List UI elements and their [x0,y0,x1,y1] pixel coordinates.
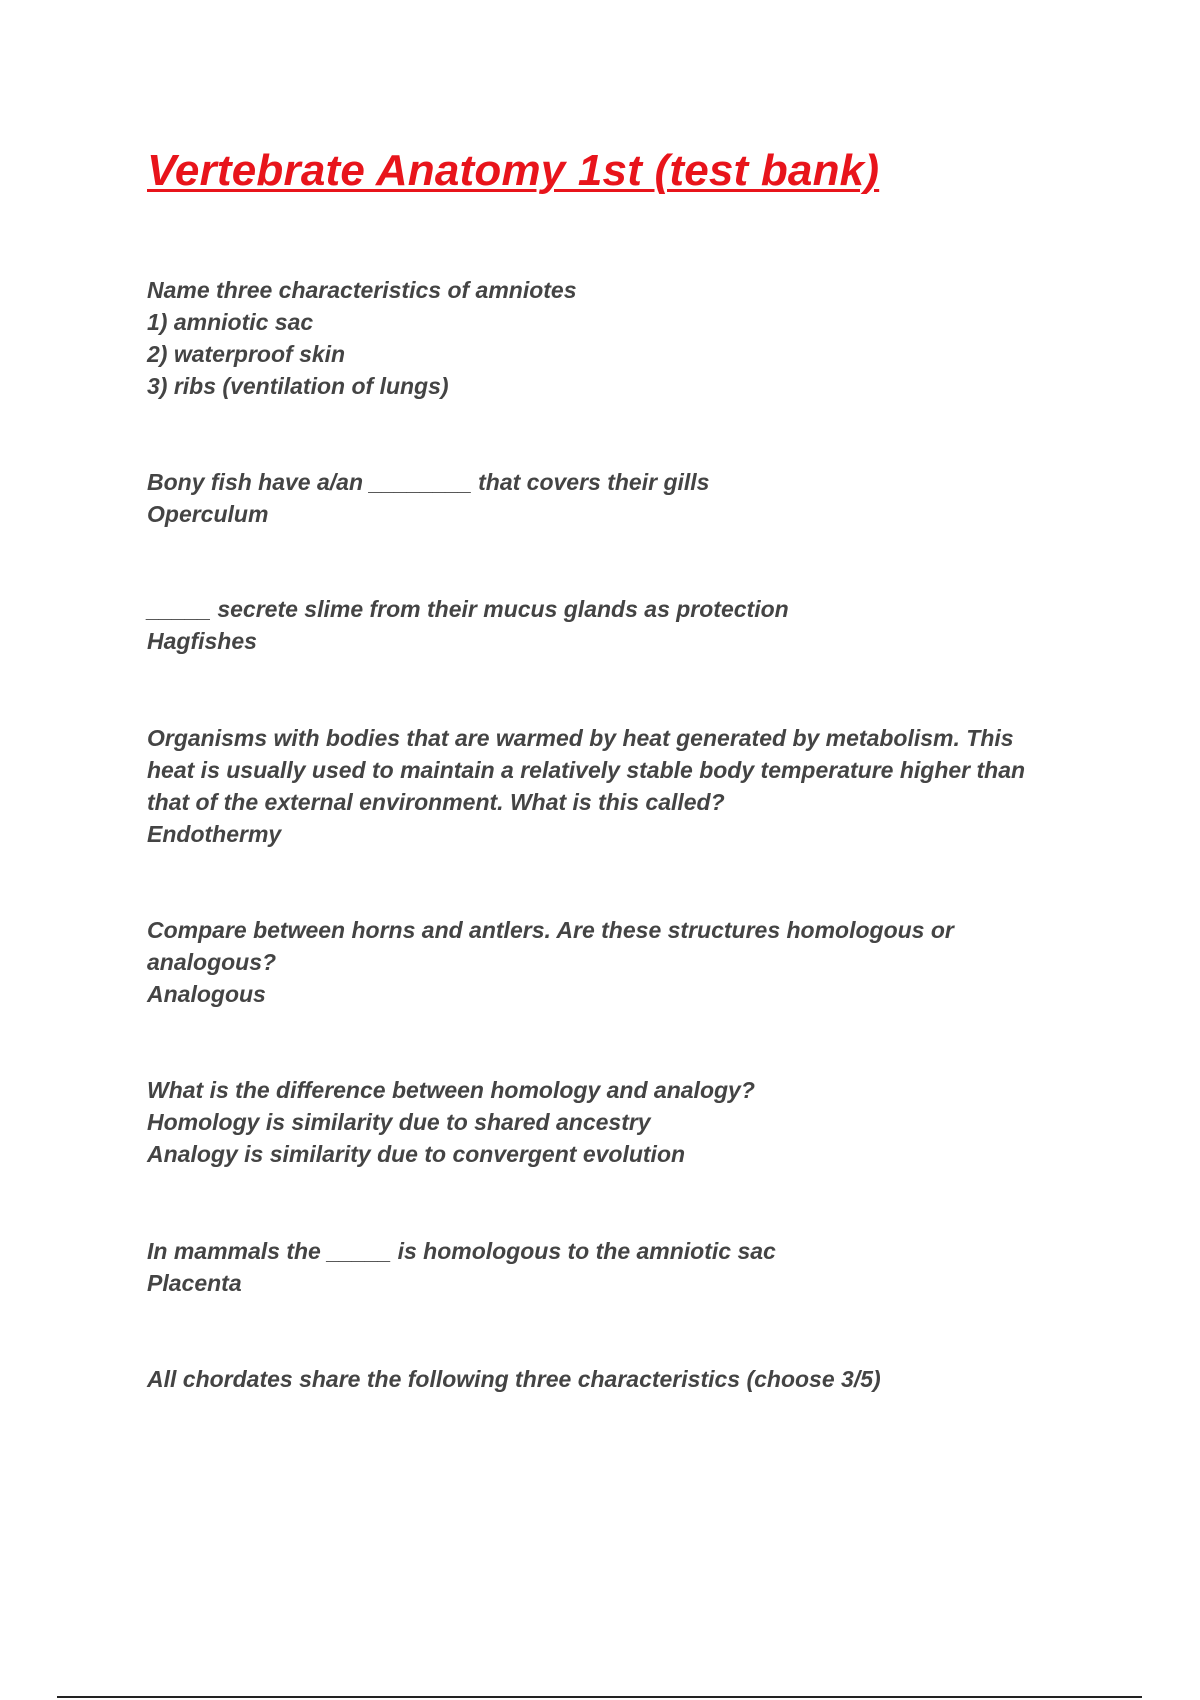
qa-item-endothermy [147,722,1087,850]
qa-item-placenta [147,1235,1087,1299]
qa-item-chordates [147,1363,1087,1395]
answer-text: Endothermy [147,821,282,847]
page-divider [57,1696,1142,1698]
answer-line: 2) waterproof skin [147,341,346,367]
answer-text: Analogous [147,981,266,1007]
question-text: Bony fish have a/an ________ that covers their gills [147,469,710,495]
answer-line: Homology is similarity due to shared ancestry [147,1109,651,1135]
question-text: Name three characteristics of amniotes [147,277,577,303]
answer-text: Operculum [147,501,269,527]
answer-text: Hagfishes [147,628,257,654]
question-text: Compare between horns and antlers. Are these structures homologous or [147,917,954,943]
question-text: analogous? [147,949,277,975]
answer-line: Analogy is similarity due to convergent evolution [147,1141,686,1167]
qa-item-homology-analogy [147,1074,1087,1170]
question-text: _____ secrete slime from their mucus glands as protection [147,596,789,622]
document-title: Vertebrate Anatomy 1st (test bank) [147,146,880,195]
question-text: All chordates share the following three characteristics (choose 3/5) [147,1366,881,1392]
qa-item-hagfishes [147,593,1087,657]
answer-line: 1) amniotic sac [147,309,314,335]
answer-text: Placenta [147,1270,242,1296]
question-text: In mammals the _____ is homologous to the amniotic sac [147,1238,776,1264]
question-text: heat is usually used to maintain a relatively stable body temperature higher than [147,757,1026,783]
qa-item-operculum [147,466,1087,530]
answer-line: 3) ribs (ventilation of lungs) [147,373,449,399]
question-text: Organisms with bodies that are warmed by heat generated by metabolism. This [147,725,1014,751]
question-text: What is the difference between homology and analogy? [147,1077,755,1103]
qa-item-horns-antlers [147,914,1087,1010]
question-text: that of the external environment. What is this called? [147,789,725,815]
qa-item-amniotes [147,274,1087,402]
